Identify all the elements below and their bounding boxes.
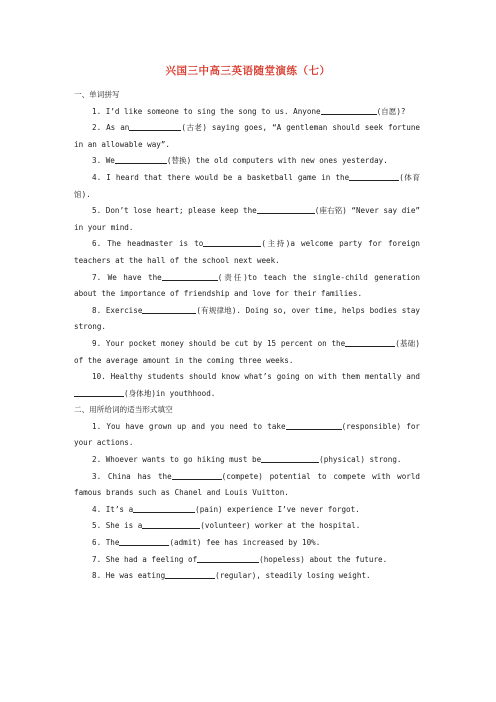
answer-blank[interactable] (115, 153, 167, 164)
question-2-1: 1. You have grown up and you need to take (responsible) for your actions. (74, 419, 420, 452)
question-1-3: 3. We (替换) the old computers with new ones yesterday. (74, 153, 420, 170)
answer-blank[interactable] (162, 270, 218, 281)
question-2-2: 2. Whoever wants to go hiking must be (physical) strong. (74, 452, 420, 469)
question-1-1: 1. I’d like someone to sing the song to us. Anyone (自愿)? (74, 104, 420, 121)
answer-blank[interactable] (129, 120, 181, 131)
answer-blank[interactable] (203, 236, 261, 247)
section-heading-word-forms: 二、用所给词的适当形式填空 (74, 405, 173, 415)
answer-blank[interactable] (142, 303, 196, 314)
question-1-2: 2. As an (古老) saying goes, “A gentleman should seek fortune in an allowable way”. (74, 120, 420, 153)
question-1-4: 4. I heard that there would be a basketball game in the (体育馆). (74, 170, 420, 203)
answer-blank[interactable] (165, 568, 215, 579)
question-1-10: 10. Healthy students should know what’s going on with them mentally and(身体地)in youthhood. (74, 369, 420, 402)
question-2-6: 6. The (admit) fee has increased by 10%. (74, 535, 420, 552)
section-heading-spelling: 一、单词拼写 (74, 90, 120, 99)
worksheet-content (74, 87, 420, 585)
question-1-9: 9. Your pocket money should be cut by 15 percent on the (基础) of the average amount in the coming three weeks. (74, 336, 420, 369)
question-2-4: 4. It’s a (pain) experience I’ve never forgot. (74, 502, 420, 519)
question-2-8: 8. He was eating (regular), steadily losing weight. (74, 568, 420, 585)
question-1-8: 8. Exercise (有规律地). Doing so, over time, helps bodies stay strong. (74, 303, 420, 336)
answer-blank[interactable] (142, 518, 200, 529)
answer-blank[interactable] (257, 203, 315, 214)
answer-blank[interactable] (74, 386, 124, 397)
question-2-5: 5. She is a (volunteer) worker at the hospital. (74, 518, 420, 535)
page-title: 兴国三中高三英语随堂演练（七） (165, 65, 331, 77)
question-1-6: 6. The headmaster is to (主持)a welcome party for foreign teachers at the hall of the school next week. (74, 236, 420, 269)
answer-blank[interactable] (321, 104, 377, 115)
question-2-7: 7. She had a feeling of (hopeless) about the future. (74, 552, 420, 569)
answer-blank[interactable] (133, 502, 195, 513)
answer-blank[interactable] (345, 336, 395, 347)
question-1-5: 5. Don’t lose heart; please keep the (座右铭) “Never say die” in your mind. (74, 203, 420, 236)
answer-blank[interactable] (261, 452, 319, 463)
answer-blank[interactable] (119, 535, 169, 546)
question-1-7: 7. We have the (责任)to teach the single-child generation about the importance of friendship and love for their families. (74, 270, 420, 303)
answer-blank[interactable] (172, 469, 222, 480)
answer-blank[interactable] (286, 419, 342, 430)
answer-blank[interactable] (197, 552, 259, 563)
answer-blank[interactable] (349, 170, 399, 181)
question-2-3: 3. China has the (compete) potential to compete with world famous brands such as Chanel and Louis Vuitton. (74, 469, 420, 502)
